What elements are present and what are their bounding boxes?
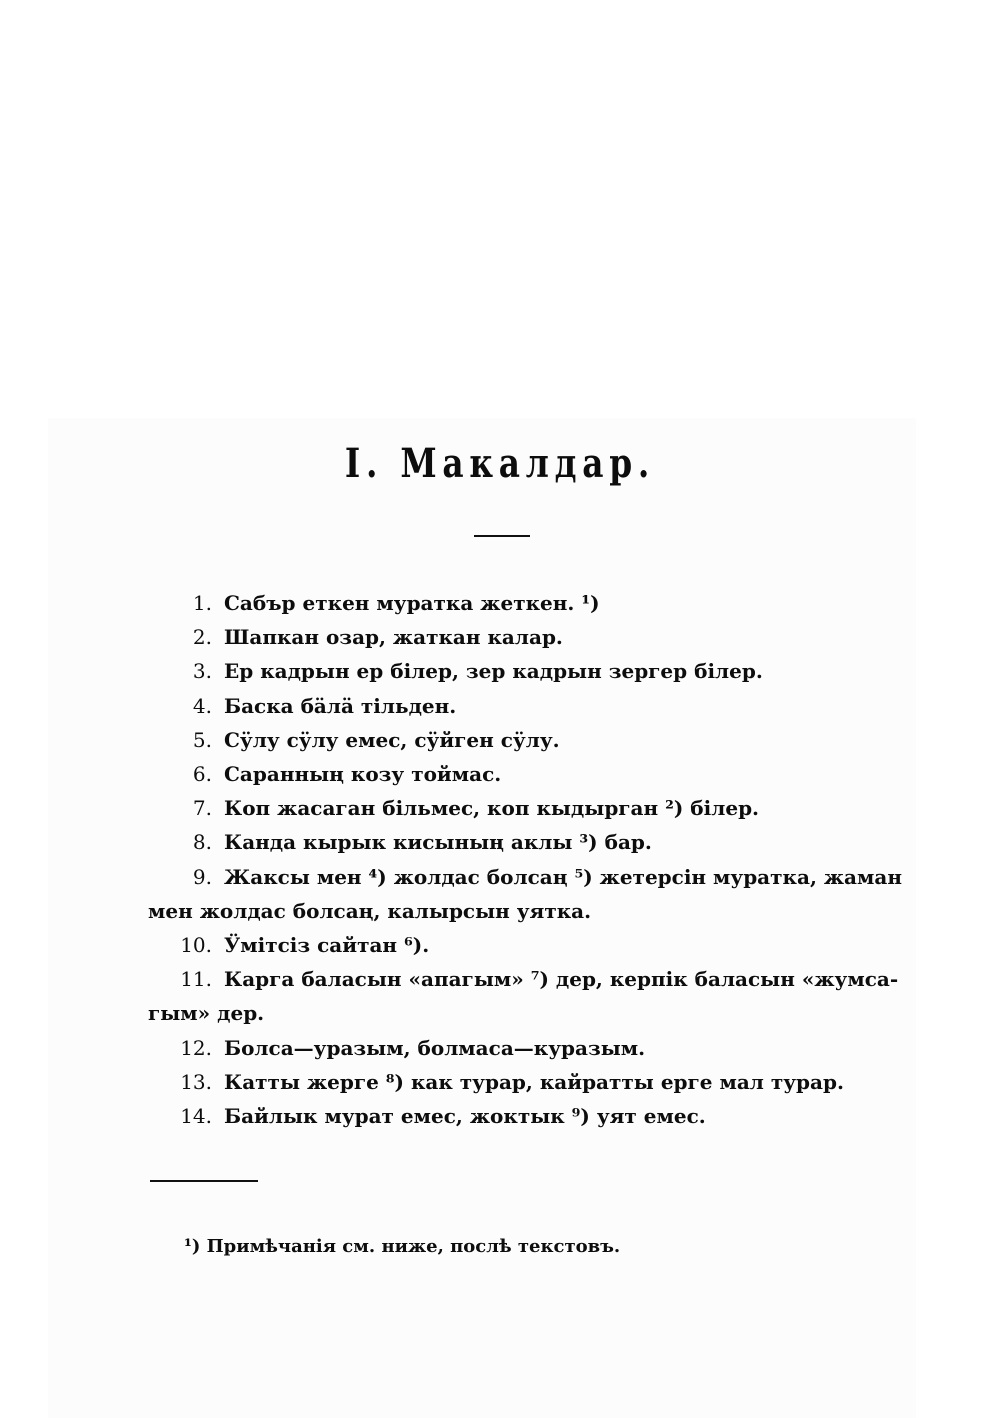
item-text: Коп жасаган бiльмес, коп кыдырган ²) бiлер. [224, 796, 760, 821]
item-number: 9. [192, 864, 212, 889]
item-text: Саранның козу тоймас. [224, 762, 502, 786]
title-rule [474, 535, 530, 537]
item-number: 7. [192, 796, 212, 821]
item-number: 12. [180, 1035, 212, 1060]
item-number: 5. [192, 727, 212, 752]
item-text: гым» дер. [148, 1001, 265, 1026]
item-number: 13. [180, 1069, 212, 1094]
item-number: 8. [192, 830, 212, 855]
item-number: 4. [192, 693, 212, 718]
item-text: Болса—уразым, болмаса—куразым. [224, 1035, 646, 1060]
item-text: Байлык мурат емес, жоктык ⁹) уят емес. [224, 1104, 706, 1128]
item-text: Сӱлу сӱлу емес, сӱйген сӱлу. [224, 727, 560, 752]
footnote-divider [150, 1180, 258, 1182]
item-text: Сабър еткен муратка жеткен. ¹) [224, 591, 600, 615]
item-number: 10. [180, 933, 212, 957]
item-text: Катты жерге ⁸) как турар, кайратты ерге мал турар. [224, 1069, 844, 1094]
item-text: Баска бäлä тiльден. [224, 693, 457, 718]
item-number: 14. [180, 1104, 212, 1128]
page-title: I. Макалдар. [344, 440, 656, 487]
item-text: Жаксы мен ⁴) жолдас болсаң ⁵) жетерсiн муратка, жаман [224, 864, 902, 889]
item-number: 2. [192, 625, 212, 650]
item-text: Канда кырык кисының аклы ³) бар. [224, 830, 652, 855]
item-text: мен жолдас болсаң, калырсын уятка. [148, 898, 592, 923]
item-text: Карга баласын «апагым» ⁷) дер, керпiк баласын «жумса- [224, 967, 899, 992]
item-number: 11. [180, 967, 212, 992]
item-number: 3. [192, 659, 212, 684]
item-text: Ер кадрын ер бiлер, зер кадрын зергер бiлер. [224, 659, 763, 684]
footnote: ¹) Примѣчанія см. ниже, послѣ текстовъ. [184, 1236, 621, 1257]
item-text: Ӱмiтсiз сайтан ⁶). [224, 933, 430, 957]
item-number: 6. [192, 762, 212, 786]
item-text: Шапкан озар, жаткан калар. [224, 625, 563, 650]
item-number: 1. [192, 591, 212, 615]
